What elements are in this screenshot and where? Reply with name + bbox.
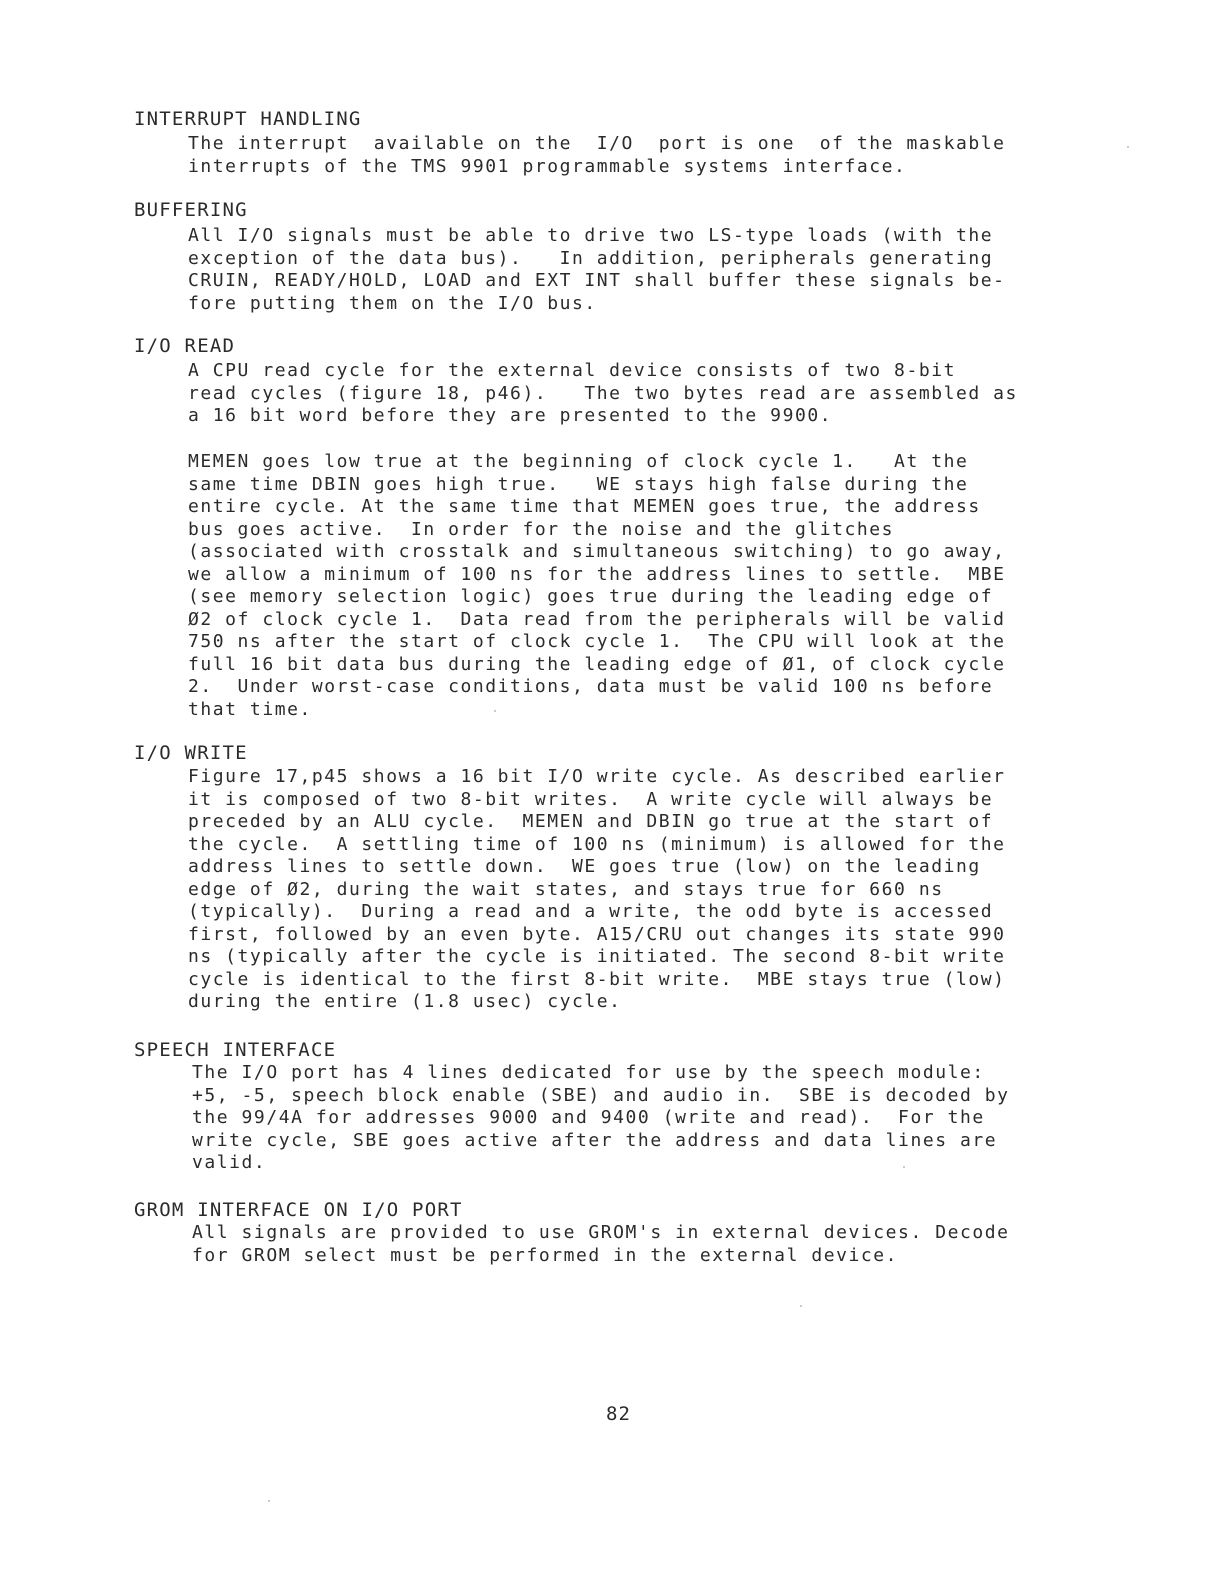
scan-speck [1127, 146, 1129, 148]
paragraph-speech-interface [192, 1062, 1132, 1175]
paragraph-buffering [188, 225, 1128, 315]
text-line: we allow a minimum of 100 ns for the address lines to settle. MBE [188, 563, 1006, 585]
scan-speck [494, 710, 496, 712]
text-line: fore putting them on the I/O bus. [188, 292, 597, 314]
text-line: same time DBIN goes high true. WE stays high false during the [188, 473, 969, 495]
text-line: All signals are provided to use GROM's in external devices. Decode [192, 1222, 1010, 1243]
text-line: the 99/4A for addresses 9000 and 9400 (write and read). For the [192, 1107, 985, 1128]
text-line: A CPU read cycle for the external device consists of two 8-bit [188, 360, 956, 381]
scan-speck [268, 1500, 270, 1502]
text-line: a 16 bit word before they are presented to the 9900. [188, 405, 833, 426]
text-line: during the entire (1.8 usec) cycle. [188, 991, 622, 1012]
text-line: address lines to settle down. WE goes true (low) on the leading [188, 856, 981, 877]
text-line: the cycle. A settling time of 100 ns (minimum) is allowed for the [188, 833, 1006, 855]
scan-speck [903, 1166, 905, 1168]
section-heading-grom-interface: GROM INTERFACE ON I/O PORT [134, 1199, 463, 1221]
text-line: (typically). During a read and a write, the odd byte is accessed [188, 901, 994, 922]
text-line: interrupts of the TMS 9901 programmable systems interface. [188, 155, 907, 177]
text-line: exception of the data bus). In addition, peripherals generating [188, 247, 994, 269]
text-line: write cycle, SBE goes active after the address and data lines are [192, 1129, 998, 1151]
paragraph-io-write [188, 766, 1128, 1014]
text-line: All I/O signals must be able to drive two LS-type loads (with the [188, 225, 994, 246]
text-line: cycle is identical to the first 8-bit write. MBE stays true (low) [188, 968, 1006, 990]
text-line: bus goes active. In order for the noise and the glitches [188, 518, 895, 540]
section-heading-speech-interface: SPEECH INTERFACE [134, 1039, 337, 1061]
text-line: entire cycle. At the same time that MEMEN goes true, the address [188, 496, 981, 517]
paragraph-interrupt-handling [188, 133, 1128, 178]
scan-speck [800, 1305, 802, 1307]
text-line: that time. [188, 698, 312, 720]
text-line: preceded by an ALU cycle. MEMEN and DBIN go true at the start of [188, 811, 994, 832]
text-line: The I/O port has 4 lines dedicated for use by the speech module: [192, 1062, 985, 1083]
text-line: first, followed by an even byte. A15/CRU out changes its state 990 [188, 923, 1006, 945]
text-line: for GROM select must be performed in the external device. [192, 1244, 899, 1266]
section-heading-interrupt-handling: INTERRUPT HANDLING [134, 108, 362, 130]
paragraph-io-read-2 [188, 451, 1128, 721]
text-line: 2. Under worst-case conditions, data must be valid 100 ns before [188, 676, 994, 697]
text-line: MEMEN goes low true at the beginning of clock cycle 1. At the [188, 451, 969, 472]
text-line: read cycles (figure 18, p46). The two bytes read are assembled as [188, 382, 1018, 404]
section-heading-io-write: I/O WRITE [134, 742, 248, 764]
text-line: valid. [192, 1152, 267, 1173]
text-line: it is composed of two 8-bit writes. A write cycle will always be [188, 788, 994, 810]
text-line: full 16 bit data bus during the leading edge of Ø1, of clock cycle [188, 653, 1006, 675]
text-line: Figure 17,p45 shows a 16 bit I/O write cycle. As described earlier [188, 766, 1006, 787]
paragraph-io-read-1 [188, 360, 1128, 428]
text-line: (associated with crosstalk and simultaneous switching) to go away, [188, 541, 1006, 562]
text-line: The interrupt available on the I/O port is one of the maskable [188, 133, 1006, 154]
text-line: CRUIN, READY/HOLD, LOAD and EXT INT shall buffer these signals be- [188, 270, 1006, 291]
text-line: 750 ns after the start of clock cycle 1. The CPU will look at the [188, 631, 1006, 652]
text-line: +5, -5, speech block enable (SBE) and audio in. SBE is decoded by [192, 1084, 1010, 1106]
section-heading-io-read: I/O READ [134, 335, 236, 357]
text-line: Ø2 of clock cycle 1. Data read from the peripherals will be valid [188, 608, 1006, 630]
text-line: ns (typically after the cycle is initiated. The second 8-bit write [188, 946, 1006, 967]
text-line: edge of Ø2, during the wait states, and stays true for 660 ns [188, 878, 944, 900]
section-heading-buffering: BUFFERING [134, 199, 248, 221]
page-number: 82 [606, 1403, 631, 1425]
paragraph-grom-interface [192, 1222, 1132, 1267]
text-line: (see memory selection logic) goes true during the leading edge of [188, 586, 994, 607]
